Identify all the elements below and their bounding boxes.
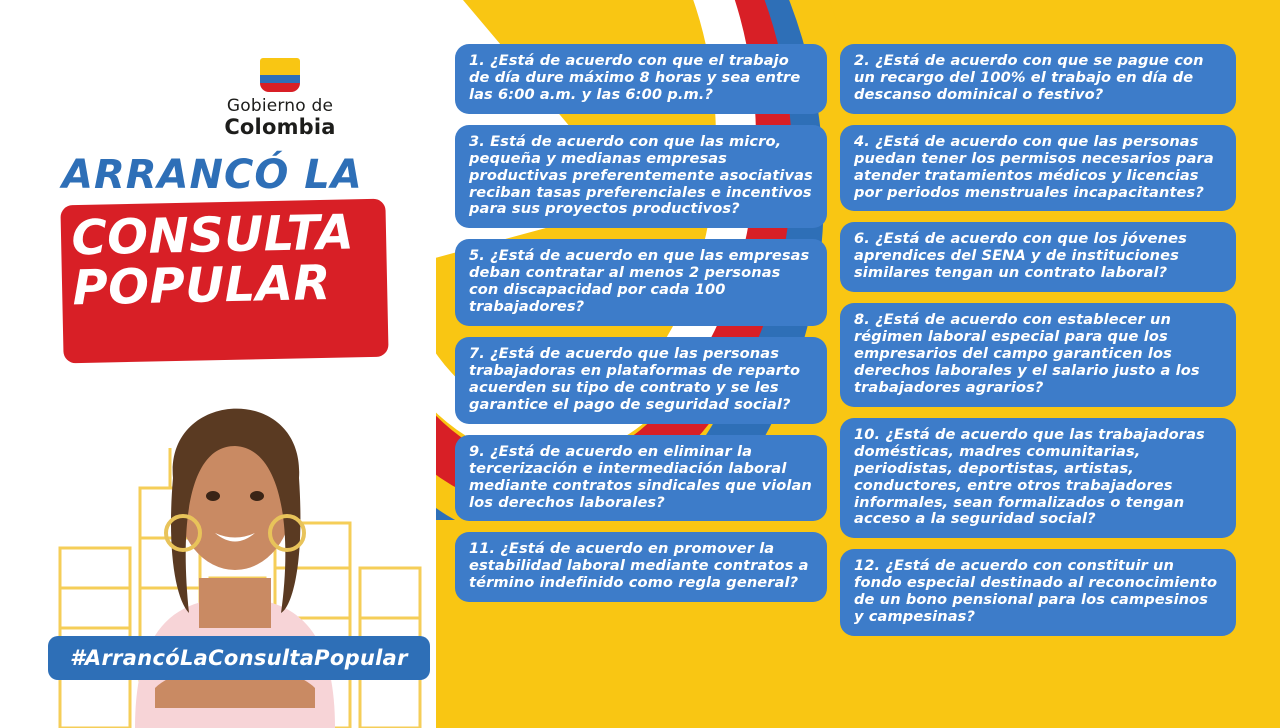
question-text: Está de acuerdo con que las micro, pequeña y medianas empresas productivas preferentemente asociativas reciban tasas preferenciales e incentivos para sus proyectos productivos?	[469, 132, 813, 218]
logo-line-gobierno: Gobierno de	[226, 96, 334, 116]
question-card	[840, 222, 1236, 292]
question-card	[455, 125, 827, 229]
question-number: 5.	[469, 247, 485, 265]
question-card	[840, 418, 1236, 539]
question-number: 6.	[854, 230, 870, 248]
question-text: ¿Está de acuerdo con que se pague con un recargo del 100% el trabajo en día de descanso dominical o festivo?	[854, 52, 1204, 103]
questions-column-left	[455, 44, 827, 613]
question-number: 1.	[469, 52, 485, 69]
question-number: 7.	[469, 345, 485, 363]
question-number: 9.	[469, 442, 485, 460]
question-card	[840, 303, 1236, 407]
question-number: 3.	[469, 132, 485, 150]
question-number: 11.	[469, 540, 496, 558]
question-text: ¿Está de acuerdo en que las empresas deban contratar al menos 2 personas con discapacidad por cada 100 trabajadores?	[469, 247, 810, 316]
headline-main	[70, 204, 393, 317]
question-number: 4.	[854, 132, 870, 150]
question-text: ¿Está de acuerdo que las personas trabajadoras en plataformas de reparto acuerden su tipo de contrato y se les garantice el pago de seguridad social?	[469, 345, 801, 413]
question-number: 8.	[854, 311, 870, 329]
headline-line-3: POPULAR	[71, 255, 332, 317]
question-text: ¿Está de acuerdo con establecer un régimen laboral especial para que los empresarios del campo garanticen los derechos laborales y el salario justo a los trabajadores agrarios?	[854, 311, 1200, 396]
question-number: 12.	[854, 557, 881, 575]
question-card	[455, 532, 827, 602]
question-number: 10.	[854, 425, 881, 443]
question-number: 2.	[854, 52, 870, 69]
question-text: ¿Está de acuerdo con que el trabajo de día dure máximo 8 horas y sea entre las 6:00 a.m. y las 6:00 p.m.?	[469, 52, 801, 103]
question-card	[840, 125, 1236, 212]
government-logo	[150, 58, 410, 138]
question-card	[455, 44, 827, 114]
logo-line-colombia: Colombia	[224, 114, 336, 139]
questions-column-right	[840, 44, 1236, 647]
question-card	[455, 435, 827, 522]
headline-line-1: ARRANCÓ LA	[62, 152, 363, 198]
question-card	[840, 549, 1236, 636]
question-card	[455, 239, 827, 326]
question-text: ¿Está de acuerdo que las trabajadoras domésticas, madres comunitarias, periodistas, deportistas, artistas, conductores, entre otros trabajadores informales, sean formalizados o tengan acceso a la seguridad social?	[854, 425, 1205, 528]
question-text: ¿Está de acuerdo con que las personas puedan tener los permisos necesarios para atender tratamientos médicos y licencias por periodos menstruales incapacitantes?	[854, 132, 1214, 201]
question-card	[840, 44, 1236, 114]
question-text: ¿Está de acuerdo en eliminar la tercerización e intermediación laboral mediante contratos sindicales que violan los derechos laborales?	[469, 442, 812, 511]
question-card	[455, 337, 827, 424]
hashtag-badge: #ArrancóLaConsultaPopular	[48, 636, 430, 680]
question-text: ¿Está de acuerdo con que los jóvenes aprendices del SENA y de instituciones similares tengan un contrato laboral?	[854, 230, 1187, 282]
colombia-flag-shield-icon	[260, 58, 300, 92]
headline-line-2: CONSULTA	[70, 204, 355, 267]
question-text: ¿Está de acuerdo en promover la estabilidad laboral mediante contratos a término indefinido como regla general?	[469, 540, 809, 592]
question-text: ¿Está de acuerdo con constituir un fondo especial destinado al reconocimiento de un bono pensional para los campesinos y campesinas?	[854, 557, 1218, 626]
